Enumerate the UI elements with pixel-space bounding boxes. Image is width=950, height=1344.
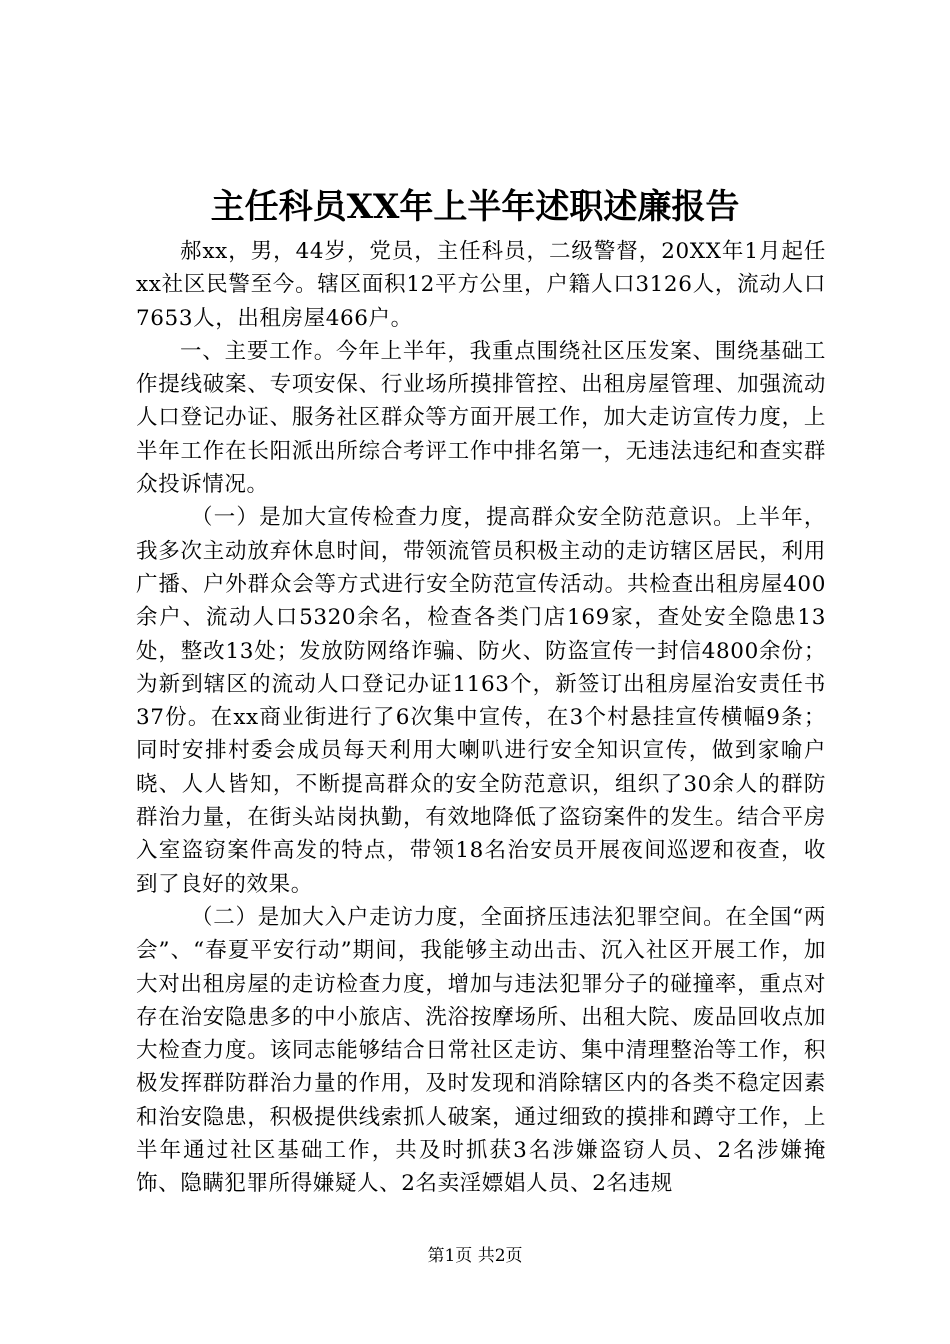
page-footer: 第1页 共2页 bbox=[427, 1246, 523, 1266]
paragraph-section-one: （一）是加大宣传检查力度，提高群众安全防范意识。上半年，我多次主动放弃休息时间，带领流管员积极主动的走访辖区居民，利用广播、户外群众会等方式进行安全防范宣传活动。共检查出租房屋400余户、流动人口5320余名，检查各类门店169家，查处安全隐患13处，整改13处；发放防网络诈骗、防火、防盗宣传一封信4800余份；为新到辖区的流动人口登记办证1163个，新签订出租房屋治安责任书37份。在xx商业街进行了6次集中宣传，在3个村悬挂宣传横幅9条；同时安排村委会成员每天利用大喇叭进行安全知识宣传，做到家喻户晓、人人皆知，不断提高群众的安全防范意识，组织了30余人的群防群治力量，在街头站岗执勤，有效地降低了盗窃案件的发生。结合平房入室盗窃案件高发的特点，带领18名治安员开展夜间巡逻和夜查，收到了良好的效果。 bbox=[136, 505, 826, 897]
paragraph-intro: 郝xx，男，44岁，党员，主任科员，二级警督，20XX年1月起任xx社区民警至今。辖区面积12平方公里，户籍人口3126人，流动人口7653人，出租房屋466户。 bbox=[136, 239, 826, 331]
document-title: 主任科员XX年上半年述职述廉报告 bbox=[210, 187, 740, 227]
document-body bbox=[136, 235, 826, 1201]
paragraph-section-two: （二）是加大入户走访力度，全面挤压违法犯罪空间。在全国“两会”、“春夏平安行动”期间，我能够主动出击、沉入社区开展工作，加大对出租房屋的走访检查力度，增加与违法犯罪分子的碰撞率，重点对存在治安隐患多的中小旅店、洗浴按摩场所、出租大院、废品回收点加大检查力度。该同志能够结合日常社区走访、集中清理整治等工作，积极发挥群防群治力量的作用，及时发现和消除辖区内的各类不稳定因素和治安隐患，积极提供线索抓人破案，通过细致的摸排和蹲守工作，上半年通过社区基础工作，共及时抓获3名涉嫌盗窃人员、2名涉嫌掩饰、隐瞒犯罪所得嫌疑人、2名卖淫嫖娼人员、2名违规 bbox=[136, 904, 826, 1197]
paragraph-main-work: 一、主要工作。今年上半年，我重点围绕社区压发案、围绕基础工作提线破案、专项安保、行业场所摸排管控、出租房屋管理、加强流动人口登记办证、服务社区群众等方面开展工作，加大走访宣传力度，上半年工作在长阳派出所综合考评工作中排名第一，无违法违纪和查实群众投诉情况。 bbox=[136, 338, 826, 498]
